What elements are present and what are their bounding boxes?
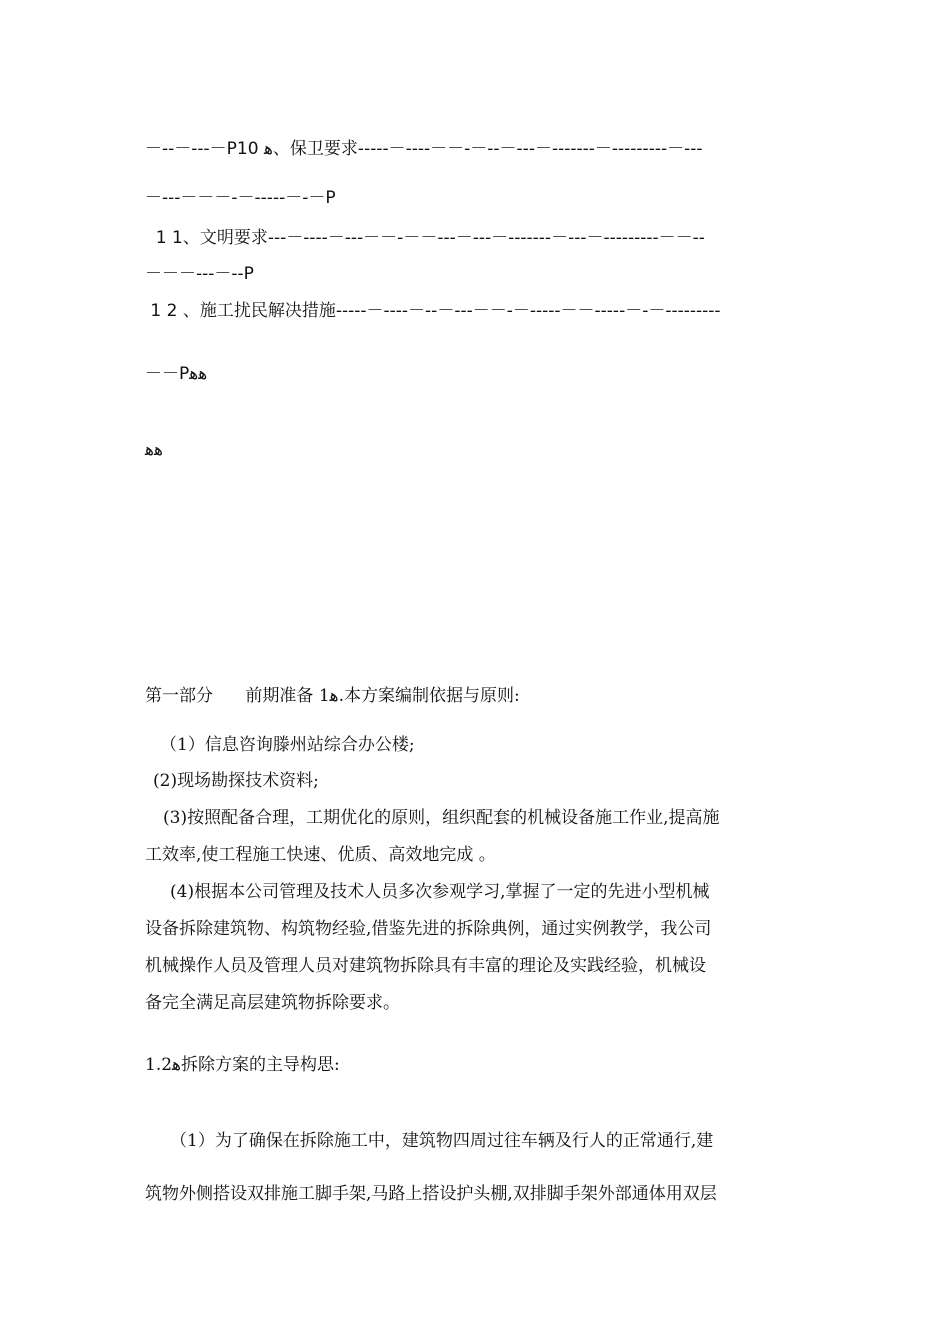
plan-para-1-line-1: （1）为了确保在拆除施工中，建筑物四周过往车辆及行人的正常通行,建 xyxy=(170,1131,714,1151)
basis-item-4-line-2: 设备拆除建筑物、构筑物经验,借鉴先进的拆除典例，通过实例教学，我公司 xyxy=(145,919,712,939)
section-heading-part-one: 第一部分 前期准备 1ﻫ.本方案编制依据与原则: xyxy=(145,686,520,706)
toc-line-disturbance: 1 2 、施工扰民解决措施-----－----－--－---－－-－-----－－-----－-－--------- xyxy=(145,301,721,321)
section-heading-1-2: 1.2ﻫ拆除方案的主导构思: xyxy=(145,1055,340,1075)
basis-item-4-line-4: 备完全满足高层建筑物拆除要求。 xyxy=(145,993,400,1013)
toc-line-security: －--－---－P10 ﻫ、保卫要求-----－----－－-－--－---－-------－---------－--- xyxy=(145,139,703,159)
plan-para-1-line-2: 筑物外侧搭设双排施工脚手架,马路上搭设护头棚,双排脚手架外部通体用双层 xyxy=(145,1184,717,1204)
toc-line-marks: ﻫﻫ xyxy=(145,440,163,460)
toc-line-security-cont: －---－－－-－-----－-－P xyxy=(145,188,336,208)
basis-item-3-line-1: (3)按照配备合理，工期优化的原则，组织配套的机械设备施工作业,提高施 xyxy=(163,808,720,828)
toc-line-disturbance-cont: －－Pﻫﻫ xyxy=(145,364,208,384)
toc-line-civilization-cont: －－－---－--P xyxy=(145,264,254,284)
basis-item-3-line-2: 工效率,使工程施工快速、优质、高效地完成 。 xyxy=(145,845,496,865)
basis-item-4-line-3: 机械操作人员及管理人员对建筑物拆除具有丰富的理论及实践经验，机械设 xyxy=(145,956,706,976)
basis-item-2: (2)现场勘探技术资料; xyxy=(153,771,319,791)
toc-line-civilization: 1 1、文明要求---－----－---－－-－－---－---－-------－---－---------－－-- xyxy=(145,228,705,248)
basis-item-4-line-1: (4)根据本公司管理及技术人员多次参观学习,掌握了一定的先进小型机械 xyxy=(170,882,710,902)
basis-item-1: （1）信息咨询滕州站综合办公楼; xyxy=(160,735,415,755)
